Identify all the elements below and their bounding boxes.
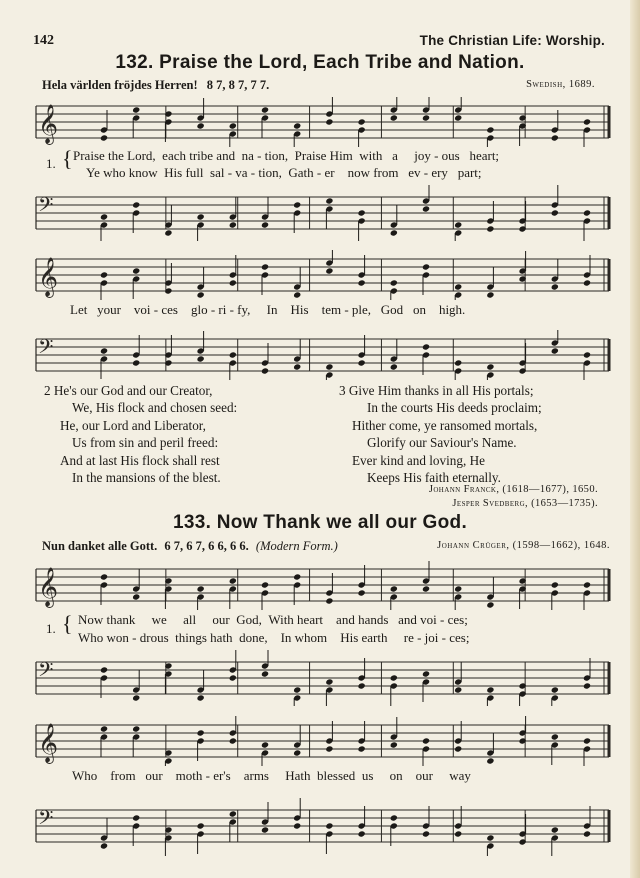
lyrics-line: Let your voi - ces glo - ri - fy, In His tem - ple, God on high. [70,302,466,317]
music-staff-treble [32,250,617,300]
hymn-133-title: 133. Now Thank we all our God. [172,512,468,533]
page-edge [630,0,640,878]
credit-author: Johann Franck, (1618—1677), 1650. [428,484,598,495]
tune-name: Nun danket alle Gott. [42,539,158,553]
music-staff-treble [32,560,617,610]
verse-brace: { [62,146,73,171]
verse-number: 1. [46,621,56,636]
hymn-133-tune [42,539,338,554]
verse-brace: { [62,611,73,636]
running-head: The Christian Life: Worship. [419,33,605,48]
hymn-132-tune [42,78,269,93]
lyrics-line: Now thank we all our God, With heart and hands and voi - ces; [78,612,468,627]
svg-text:𝄞: 𝄞 [38,104,59,144]
hymn-133-source: Johann Crüger, (1598—1662), 1648. [437,540,610,551]
credit-translator: Jesper Svedberg, (1653—1735). [452,498,598,509]
lyrics-line: Who won - drous things hath done, In whom His earth re - joi - ces; [78,630,470,645]
music-staff-bass [32,650,617,706]
svg-text:𝄢: 𝄢 [38,335,54,363]
music-staff-bass [32,185,617,241]
meter: 8 7, 8 7, 7 7. [206,78,270,92]
lyrics-line: Praise the Lord, each tribe and na - tion, Praise Him with a joy - ous heart; [73,148,500,163]
svg-text:𝄞: 𝄞 [38,723,59,763]
lyrics-line: Who from our moth - er's arms Hath blessed us on our way [72,768,471,783]
hymn-132-source: Swedish, 1689. [526,79,595,90]
lyrics-line: Ye who know His full sal - va - tion, Gath - er now from ev - ery part; [86,165,482,180]
page-number: 142 [33,33,54,48]
svg-text:𝄞: 𝄞 [38,257,59,297]
verse-number: 1. [46,156,56,171]
svg-text:𝄢: 𝄢 [38,806,54,834]
stanza-3: 3 Give Him thanks in all His portals; In the courts His deeds proclaim; Hither come, ye ransomed mortals, Glorify our Saviour's Name. Ever kind and loving, He Keeps His faith eternally. [339,383,542,486]
music-staff-bass [32,330,617,380]
svg-text:𝄞: 𝄞 [38,567,59,607]
music-staff-treble [32,716,617,766]
music-staff-treble [32,97,617,147]
svg-text:𝄢: 𝄢 [38,658,54,686]
stanza-2: 2 He's our God and our Creator, We, His flock and chosen seed: He, our Lord and Liberator, Us from sin and peril freed: And at last His flock shall rest In the mansions of the blest. [44,383,238,486]
meter: 6 7, 6 7, 6 6, 6 6. [164,539,249,553]
svg-text:𝄢: 𝄢 [38,193,54,221]
hymn-132-title: 132. Praise the Lord, Each Tribe and Nation. [115,52,525,73]
tune-name: Hela världen fröjdes Herren! [42,78,198,92]
tune-form: (Modern Form.) [255,539,338,553]
music-staff-bass [32,796,617,856]
